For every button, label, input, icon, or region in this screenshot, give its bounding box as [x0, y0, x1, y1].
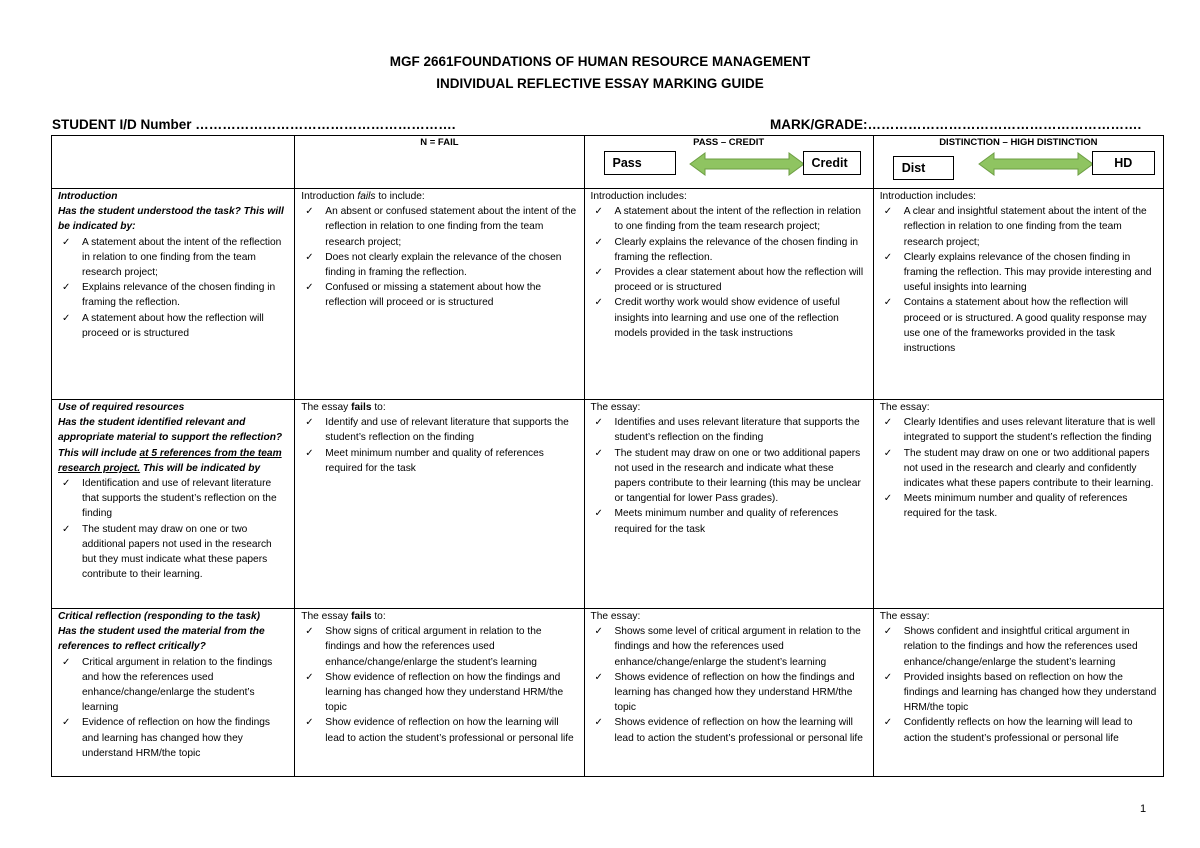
list-item: ✓ Does not clearly explain the relevance of the chosen finding in framing the reflection.	[301, 250, 577, 280]
distinction-list	[880, 204, 1157, 356]
hd-grade-box: HD	[1092, 151, 1155, 175]
cell-intro: Introduction includes:	[879, 191, 976, 202]
intro-emphasis: fails	[357, 191, 376, 202]
list-item: ✓ Confidently reflects on how the learning will lead to action the student’s professional or personal life	[880, 715, 1157, 745]
pass-credit-column-label: PASS – CREDIT	[693, 137, 765, 148]
list-item: ✓ Critical argument in relation to the findings and how the references used enhance/change/enlarge the student’s learning	[58, 655, 288, 716]
distinction-cell	[873, 609, 1163, 777]
intro-text: to:	[371, 611, 386, 622]
criterion-list	[58, 476, 288, 582]
list-item: ✓ Shows confident and insightful critical argument in relation to the findings and how the references used enhance/change/enlarge the student’s learning	[880, 624, 1157, 670]
rubric-row-introduction	[52, 189, 1164, 400]
list-item: ✓ Shows evidence of reflection on how the learning will lead to action the student’s professional or personal life	[591, 715, 867, 745]
list-item: ✓ Shows evidence of reflection on how the findings and learning has changed how they understand HRM/the topic	[591, 670, 867, 716]
list-item: ✓ Identification and use of relevant literature that supports the student’s reflection on the finding	[58, 476, 288, 522]
intro-text: The essay	[301, 611, 352, 622]
list-item: ✓ Clearly Identifies and uses relevant literature that is well integrated to support the student’s reflection the finding	[880, 415, 1157, 445]
dist-grade-box: Dist	[893, 156, 954, 180]
document-subtitle: INDIVIDUAL REFLECTIVE ESSAY MARKING GUIDE	[436, 76, 764, 91]
criterion-list	[58, 655, 288, 761]
pass-credit-header-cell	[584, 136, 873, 189]
criteria-header-cell	[52, 136, 295, 189]
pass-cell	[584, 400, 873, 609]
pass-cell	[584, 609, 873, 777]
cell-intro: The essay:	[590, 402, 641, 413]
criterion-cell	[52, 400, 295, 609]
list-item: ✓ The student may draw on one or two additional papers not used in the research but they must indicate what these papers contribute to their learning.	[58, 522, 288, 583]
marking-rubric-table	[51, 135, 1164, 777]
rubric-row-critical-reflection	[52, 609, 1164, 777]
list-item: ✓ Meets minimum number and quality of references required for the task	[591, 506, 867, 536]
list-item: ✓ Meet minimum number and quality of references required for the task	[301, 446, 577, 476]
question-text: This will be indicated by	[140, 462, 261, 474]
list-item: ✓ An absent or confused statement about the intent of the reflection in relation to one finding from the team research project;	[301, 204, 577, 250]
list-item: ✓ A statement about the intent of the reflection in relation to one finding from the team research project;	[591, 204, 867, 234]
intro-text: to include:	[375, 191, 425, 202]
pass-list	[591, 415, 867, 537]
list-item: ✓ A clear and insightful statement about the intent of the reflection in relation to one finding from the team research project;	[880, 204, 1157, 250]
criterion-cell	[52, 609, 295, 777]
intro-emphasis: fails	[351, 402, 372, 413]
intro-emphasis: fails	[351, 611, 372, 622]
fail-column-label: N = FAIL	[420, 137, 459, 148]
distinction-list	[880, 624, 1157, 746]
double-arrow-icon	[689, 152, 805, 176]
intro-text: The essay	[301, 402, 352, 413]
question-underlined: at 5 references from the team research project.	[58, 447, 282, 474]
cell-intro	[301, 189, 577, 204]
question-text: Has the student identified relevant and appropriate material to support the reflection? This will include	[58, 417, 283, 459]
fail-cell	[295, 189, 584, 400]
criterion-list	[58, 235, 288, 341]
criterion-title: Introduction	[58, 191, 118, 202]
cell-intro	[301, 609, 577, 624]
criterion-title: Critical reflection (responding to the task)	[58, 611, 261, 622]
pass-grade-box: Pass	[604, 151, 676, 175]
cell-intro: The essay:	[590, 611, 641, 622]
credit-grade-box: Credit	[803, 151, 861, 175]
criterion-question	[58, 415, 288, 476]
fail-list	[301, 624, 577, 746]
list-item: ✓ Meets minimum number and quality of references required for the task.	[880, 491, 1157, 521]
list-item: ✓ The student may draw on one or two additional papers not used in the research and clearly and confidently indicates what these papers contribute to their learning.	[880, 446, 1157, 492]
fail-list	[301, 415, 577, 476]
intro-text: Introduction	[301, 191, 358, 202]
list-item: ✓ Provided insights based on reflection on how the findings and learning has changed how they understand HRM/the topic	[880, 670, 1157, 716]
list-item: ✓ Credit worthy work would show evidence of useful insights into learning and use one of the reflection models provided in the task instructions	[591, 295, 867, 341]
list-item: ✓ Confused or missing a statement about how the reflection will proceed or is structured	[301, 280, 577, 310]
criterion-question: Has the student understood the task? This will be indicated by:	[58, 206, 284, 233]
list-item: ✓ Shows some level of critical argument in relation to the findings and how the references used enhance/change/enlarge the student’s learning	[591, 624, 867, 670]
fail-header-cell	[295, 136, 584, 189]
list-item: ✓ Contains a statement about how the reflection will proceed or is structured. A good quality response may use one of the frameworks provided in the task instructions	[880, 295, 1157, 356]
rubric-row-resources	[52, 400, 1164, 609]
distinction-column-label: DISTINCTION – HIGH DISTINCTION	[939, 137, 1098, 148]
pass-list	[591, 204, 867, 341]
list-item: ✓ Identify and use of relevant literature that supports the student’s reflection on the finding	[301, 415, 577, 445]
list-item: ✓ Show signs of critical argument in relation to the findings and how the references used enhance/change/enlarge the student’s learning	[301, 624, 577, 670]
fail-cell	[295, 400, 584, 609]
student-id-field: STUDENT I/D Number ………………………………………………….	[52, 117, 456, 132]
list-item: ✓ Show evidence of reflection on how the findings and learning has changed how they understand HRM/the topic	[301, 670, 577, 716]
intro-text: to:	[371, 402, 386, 413]
list-item: ✓ Provides a clear statement about how the reflection will proceed or is structured	[591, 265, 867, 295]
distinction-header-cell	[873, 136, 1163, 189]
list-item: ✓ Clearly explains the relevance of the chosen finding in framing the reflection.	[591, 235, 867, 265]
criterion-title: Use of required resources	[58, 402, 185, 413]
double-arrow-icon	[978, 152, 1094, 176]
list-item: ✓ Clearly explains relevance of the chosen finding in framing the reflection. This may provide interesting and useful insights into learning	[880, 250, 1157, 296]
cell-intro: Introduction includes:	[590, 191, 687, 202]
fail-list	[301, 204, 577, 310]
criterion-question: Has the student used the material from the references to reflect critically?	[58, 626, 265, 653]
list-item: ✓ A statement about how the reflection will proceed or is structured	[58, 311, 288, 341]
cell-intro: The essay:	[879, 611, 930, 622]
rubric-header-row	[52, 136, 1164, 189]
list-item: ✓ Show evidence of reflection on how the learning will lead to action the student’s professional or personal life	[301, 715, 577, 745]
list-item: ✓ Explains relevance of the chosen finding in framing the reflection.	[58, 280, 288, 310]
list-item: ✓ Identifies and uses relevant literature that supports the student’s reflection on the finding	[591, 415, 867, 445]
cell-intro	[301, 400, 577, 415]
pass-list	[591, 624, 867, 746]
document-title: MGF 2661FOUNDATIONS OF HUMAN RESOURCE MANAGEMENT	[389, 54, 811, 69]
pass-cell	[584, 189, 873, 400]
mark-grade-field: MARK/GRADE:…………………………………………………….	[770, 117, 1142, 132]
fail-cell	[295, 609, 584, 777]
criterion-cell	[52, 189, 295, 400]
list-item: ✓ Evidence of reflection on how the findings and learning has changed how they understand HRM/the topic	[58, 715, 288, 761]
cell-intro: The essay:	[879, 402, 930, 413]
list-item: ✓ A statement about the intent of the reflection in relation to one finding from the team research project;	[58, 235, 288, 281]
distinction-list	[880, 415, 1157, 521]
list-item: ✓ The student may draw on one or two additional papers not used in the research and indicate what these papers contribute to their learning (this may be unclear or tangential for lower Pass grades).	[591, 446, 867, 507]
distinction-cell	[873, 400, 1163, 609]
page-number: 1	[1140, 803, 1147, 815]
distinction-cell	[873, 189, 1163, 400]
